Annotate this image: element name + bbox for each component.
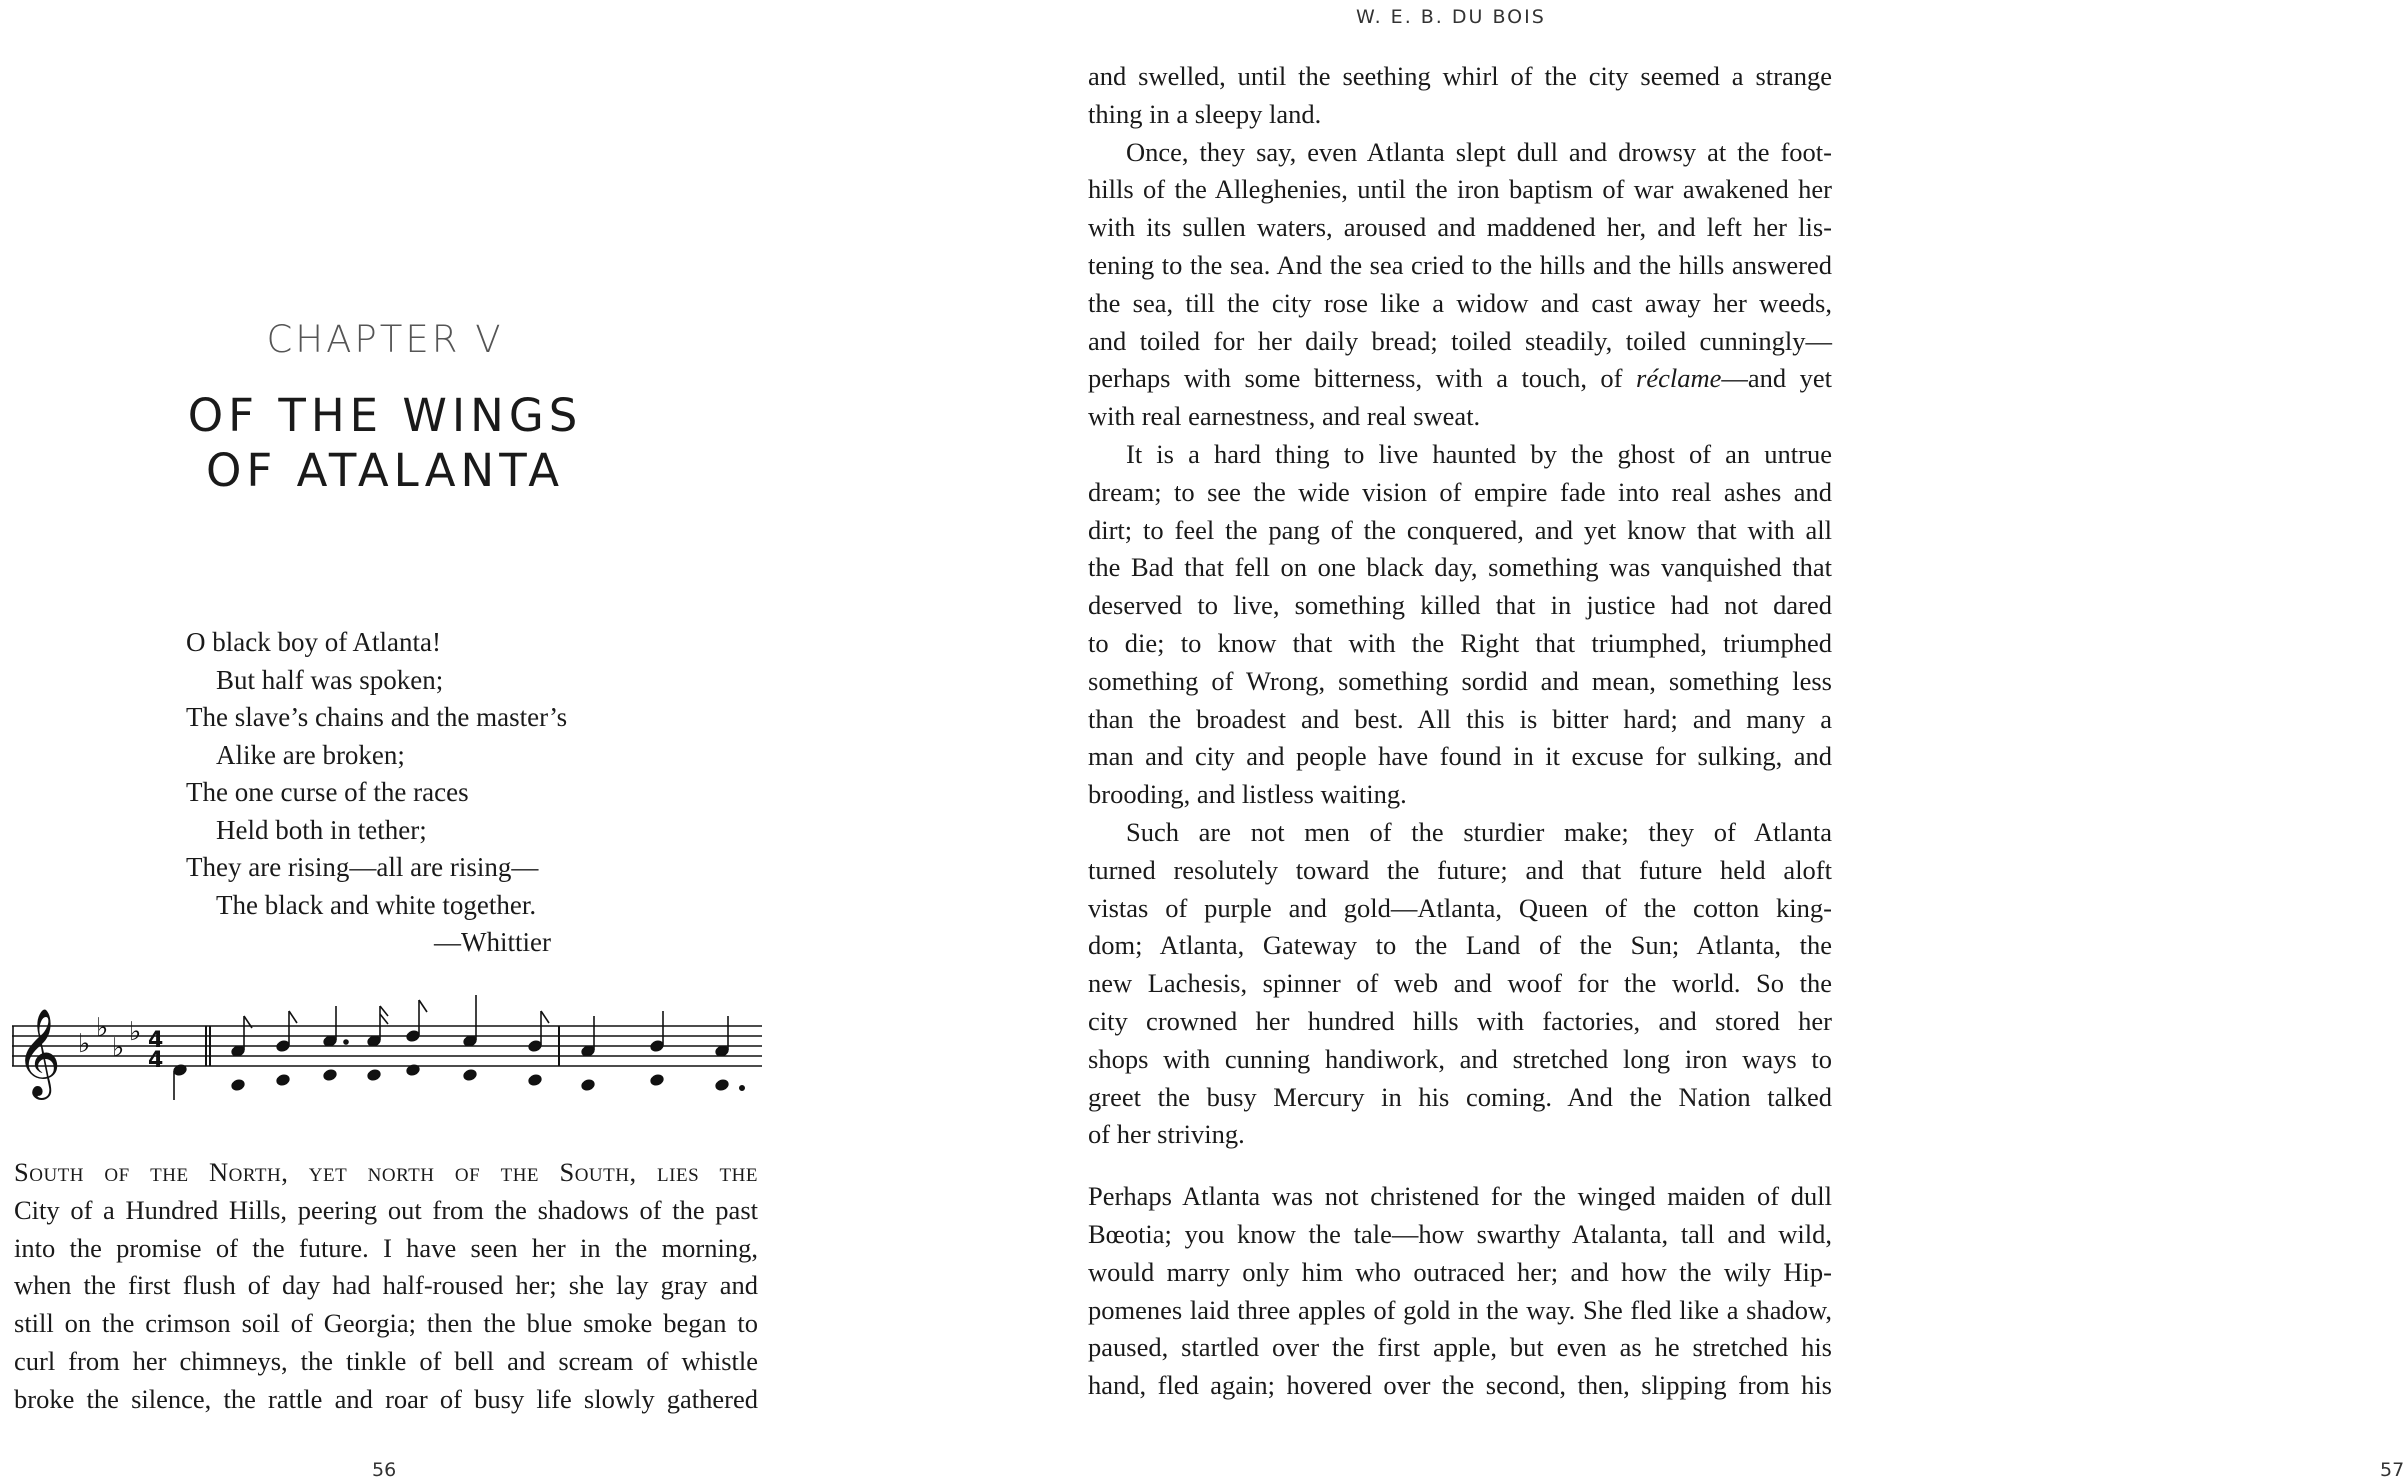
right-body-text (1088, 58, 1832, 1405)
text-line: and toiled for her daily bread; toiled steadily, toiled cunningly— (1088, 325, 1832, 356)
right-page (926, 0, 2404, 1481)
text-line: city crowned her hundred hills with factories, and stored her (1088, 1005, 1832, 1036)
svg-text:♭: ♭ (112, 1033, 125, 1063)
text-line: curl from her chimneys, the tinkle of bell and scream of whistle (14, 1345, 758, 1376)
text-line: the sea, till the city rose like a widow and cast away her weeds, (1088, 287, 1832, 318)
text-line: the Bad that fell on one black day, something was vanquished that (1088, 552, 1832, 583)
epigraph-line: They are rising—all are rising— (186, 852, 539, 882)
section-break (1088, 1154, 1832, 1178)
epigraph-line: But half was spoken; (216, 664, 444, 695)
text-line: turned resolutely toward the future; and that future held aloft (1088, 854, 1832, 885)
epigraph-line: The one curse of the races (186, 777, 469, 807)
left-body-text (14, 1154, 758, 1419)
text-line: into the promise of the future. I have seen her in the morning, (14, 1232, 758, 1263)
text-line: dom; Atlanta, Gateway to the Land of the Sun; Atlanta, the (1088, 930, 1832, 961)
text-line: man and city and people have found in it excuse for sulking, and (1088, 741, 1832, 772)
epigraph-line: Alike are broken; (216, 739, 405, 770)
text-line: still on the crimson soil of Georgia; then the blue smoke began to (14, 1308, 758, 1339)
reclame-after: —and yet (1721, 363, 1832, 394)
text-line: something of Wrong, something sordid and mean, something less (1088, 665, 1832, 696)
opening-line-smallcaps: South of the North, yet north of the South, lies the (14, 1157, 758, 1187)
svg-text:4: 4 (148, 1028, 164, 1053)
text-line: City of a Hundred Hills, peering out from the shadows of the past (14, 1194, 758, 1225)
epigraph-line: O black boy of Atlanta! (186, 627, 441, 657)
text-line: new Lachesis, spinner of web and woof for the world. So the (1088, 968, 1832, 999)
text-line: and swelled, until the seething whirl of the city seemed a strange (1088, 61, 1832, 91)
text-line: would marry only him who outraced her; and how the wily Hip- (1088, 1256, 1832, 1287)
text-line: when the first flush of day had half-roused her; she lay gray and (14, 1270, 758, 1301)
epigraph (186, 624, 586, 962)
svg-text:♭: ♭ (129, 1017, 142, 1047)
text-line: Such are not men of the sturdier make; they of Atlanta (1126, 816, 1832, 847)
epigraph-line: The black and white together. (216, 889, 537, 920)
reclame-before: perhaps with some bitterness, with a touch, of (1088, 363, 1636, 394)
text-line: brooding, and listless waiting. (1088, 779, 1407, 810)
text-line: paused, startled over the first apple, but even as he stretched his (1088, 1332, 1832, 1363)
text-line: broke the silence, the rattle and roar of busy life slowly gathered (14, 1383, 758, 1414)
text-line: Bœotia; you know the tale—how swarthy Atalanta, tall and wild, (1088, 1218, 1832, 1249)
chapter-title (0, 388, 770, 498)
text-line-reclame (1088, 360, 1832, 398)
text-line: pomenes laid three apples of gold in the way. She fled like a shadow, (1088, 1294, 1832, 1325)
text-line: to die; to know that with the Right that triumphed, triumphed (1088, 627, 1832, 658)
text-line: Once, they say, even Atlanta slept dull and drowsy at the foot- (1126, 136, 1832, 167)
text-line: greet the busy Mercury in his coming. And the Nation talked (1088, 1081, 1832, 1112)
text-line: hills of the Alleghenies, until the iron baptism of war awakened her (1088, 174, 1832, 205)
chapter-title-line-2: OF ATALANTA (205, 444, 564, 497)
left-page (0, 0, 926, 1481)
epigraph-attribution: —Whittier (434, 927, 551, 957)
text-line: It is a hard thing to live haunted by the ghost of an untrue (1126, 438, 1832, 469)
svg-text:♭: ♭ (78, 1029, 91, 1059)
text-line: vistas of purple and gold—Atlanta, Queen of the cotton king- (1088, 892, 1832, 923)
page-number-right: 57 (2380, 1459, 2404, 1481)
sheet-music-image (12, 990, 762, 1110)
chapter-title-line-1: OF THE WINGS (187, 389, 583, 442)
text-line: than the broadest and best. All this is bitter hard; and many a (1088, 703, 1832, 734)
text-line: dream; to see the wide vision of empire fade into real ashes and (1088, 476, 1832, 507)
text-line: deserved to live, something killed that in justice had not dared (1088, 590, 1832, 621)
svg-text:𝄞: 𝄞 (16, 1007, 61, 1096)
text-line: thing in a sleepy land. (1088, 98, 1322, 129)
text-line: of her striving. (1088, 1119, 1245, 1150)
page-number-left: 56 (372, 1459, 397, 1481)
text-line: hand, fled again; hovered over the second, then, slipping from his (1088, 1370, 1832, 1401)
chapter-number: CHAPTER V (266, 318, 504, 361)
text-line: shops with cunning handiwork, and stretched long iron ways to (1088, 1043, 1832, 1074)
epigraph-line: The slave’s chains and the master’s (186, 702, 568, 732)
epigraph-line: Held both in tether; (216, 814, 427, 845)
text-line: tening to the sea. And the sea cried to the hills and the hills answered (1088, 249, 1832, 280)
text-line: dirt; to feel the pang of the conquered, and yet know that with all (1088, 514, 1832, 545)
text-line: Perhaps Atlanta was not christened for the winged maiden of dull (1088, 1181, 1832, 1212)
text-line: with its sullen waters, aroused and maddened her, and left her lis- (1088, 212, 1832, 243)
svg-text:♭: ♭ (96, 1013, 109, 1043)
text-line: with real earnestness, and real sweat. (1088, 401, 1481, 432)
running-head: W. E. B. DU BOIS (1356, 6, 1546, 28)
svg-text:4: 4 (148, 1048, 164, 1073)
reclame-italic: réclame (1636, 363, 1722, 394)
